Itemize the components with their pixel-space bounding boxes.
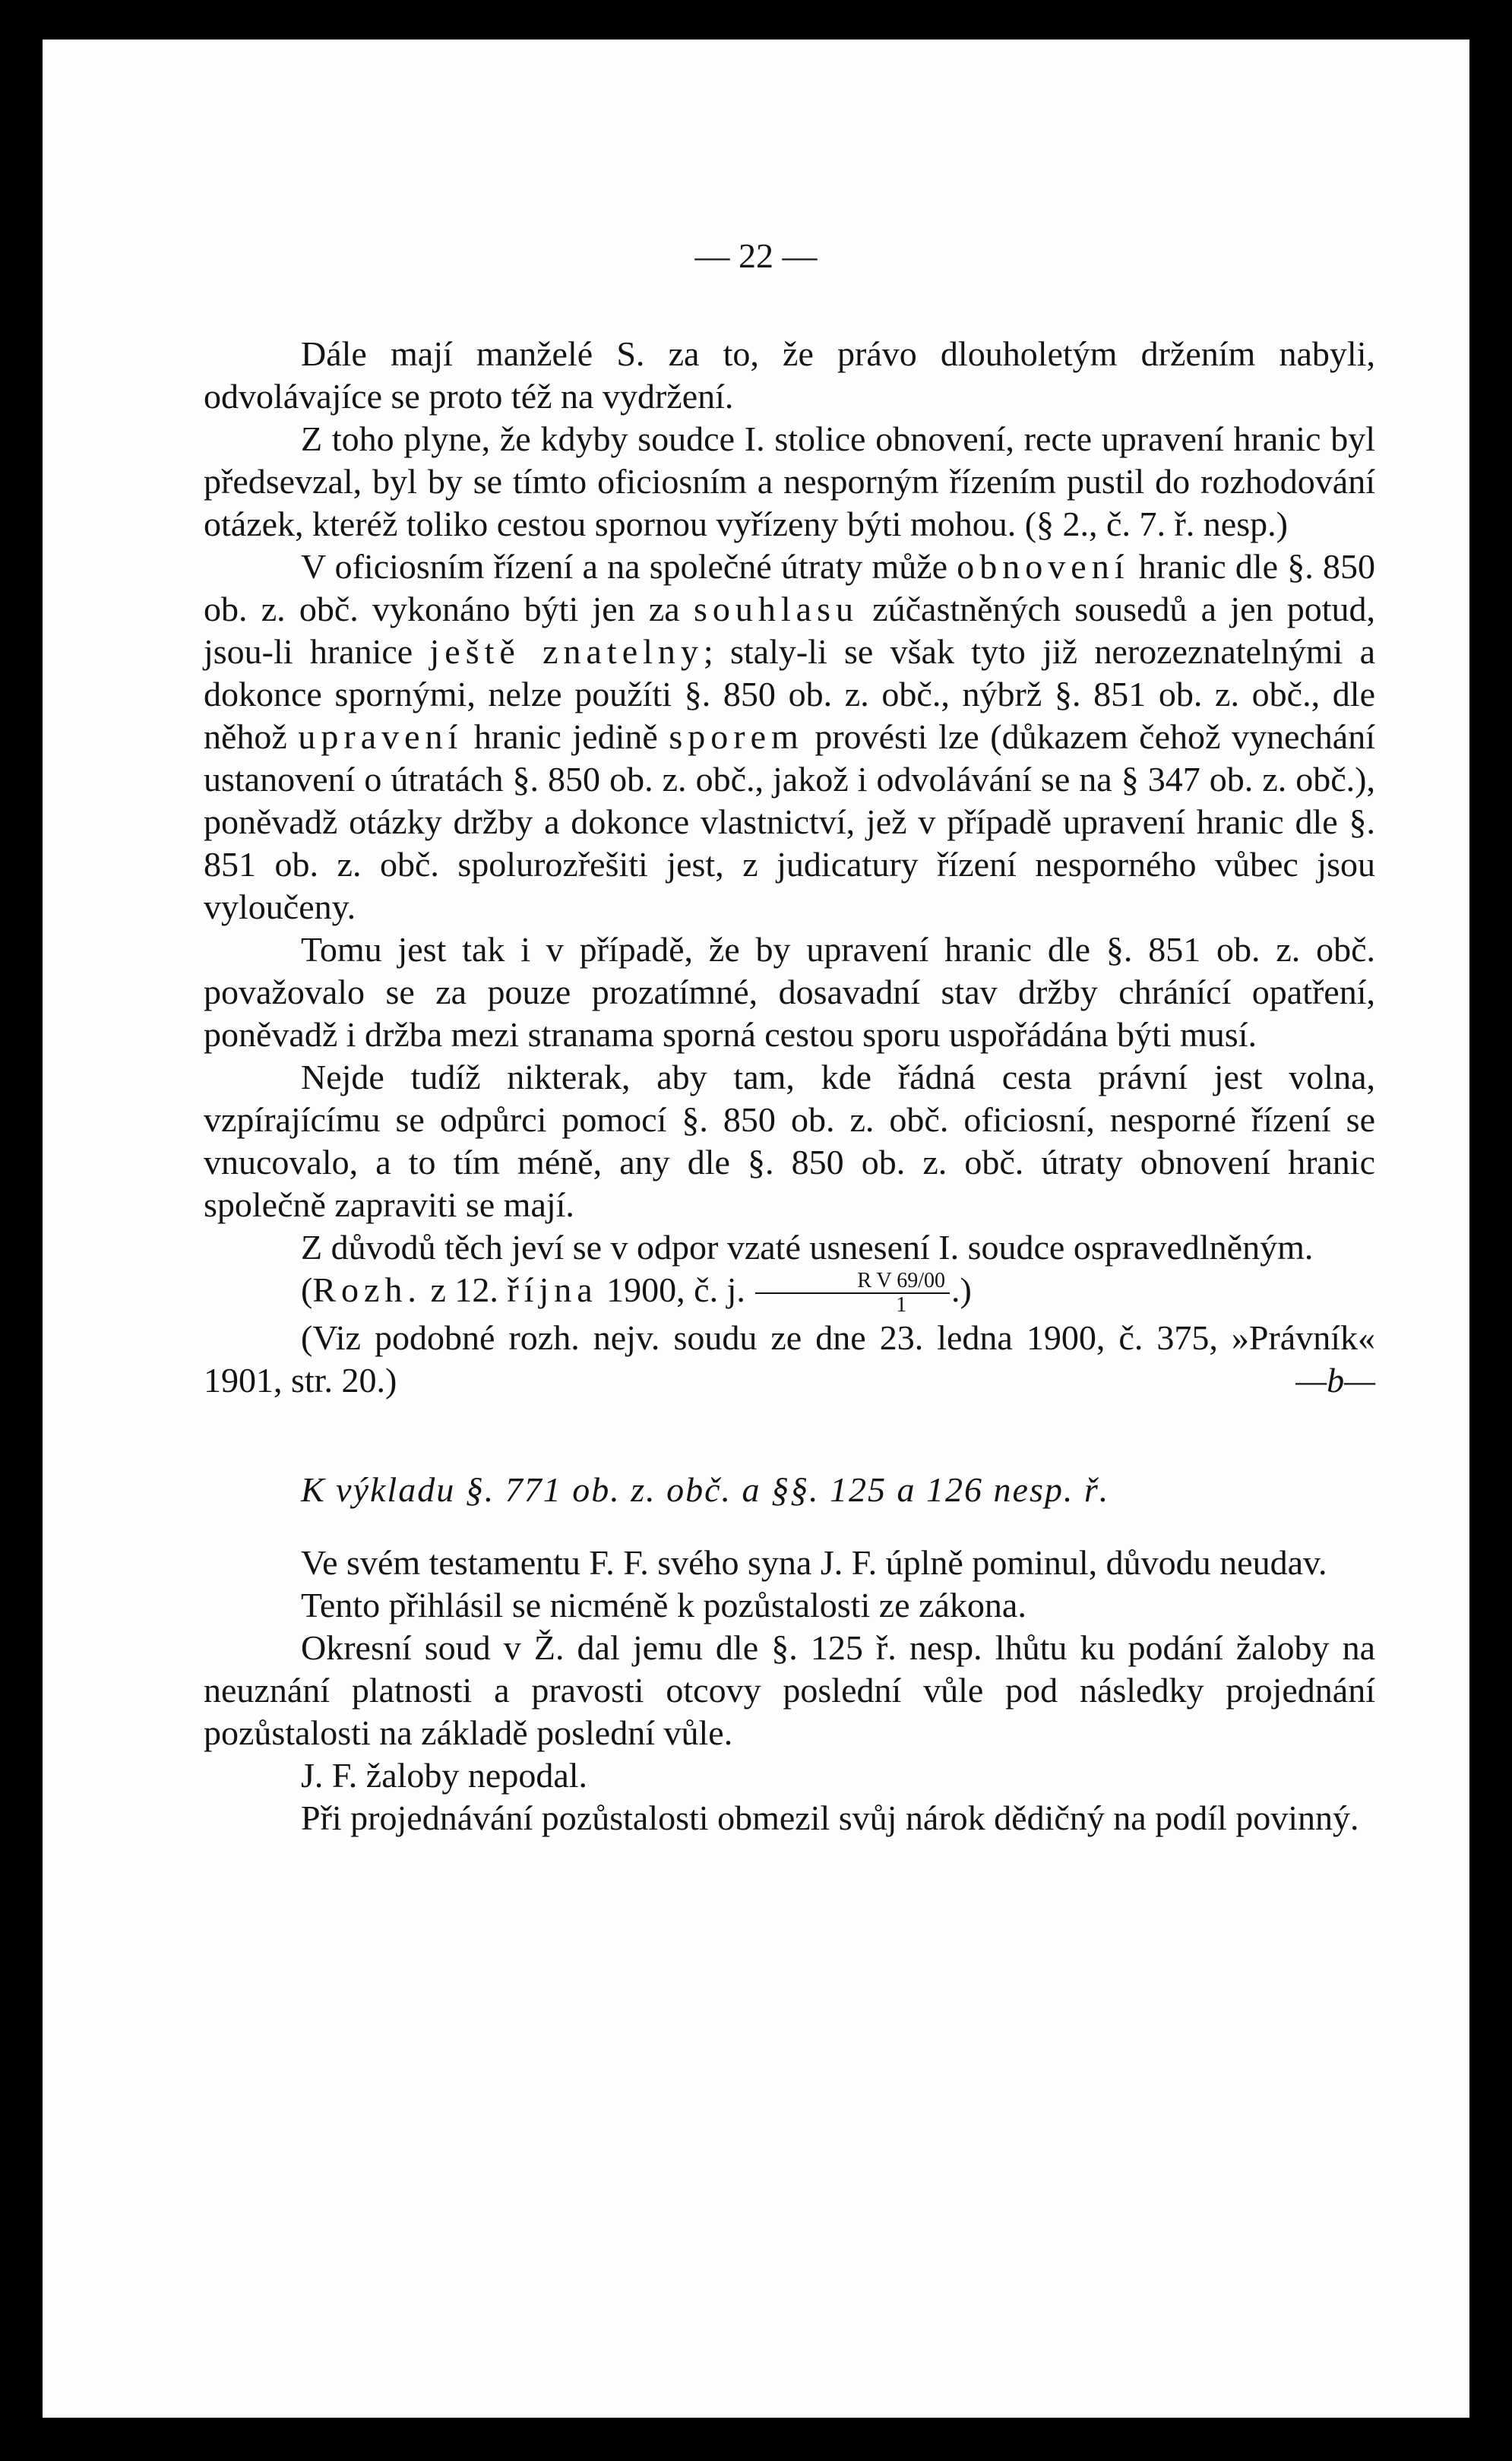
section2-paragraph-1: Ve svém testamentu F. F. svého syna J. F. úplně pominul, důvodu neudav. xyxy=(301,1543,1327,1583)
viz-note xyxy=(204,1317,1375,1402)
main-section xyxy=(204,333,1375,1839)
paragraph-3-text-d: ; staly-li se však tyto již nerozeznatelnými a dokonce spornými, nelze použíti §. 850 ob. z. obč., nýbrž §. 851 ob. z. obč., dle něhož xyxy=(204,632,1376,756)
ref-month: října xyxy=(507,1270,598,1309)
paragraph-2: Z toho plyne, že kdyby soudce I. stolice obnovení, recte upravení hranic byl předsevzal, byl by se tímto oficiosním a nesporným řízením pustil do rozhodování otázek, kteréž toliko cestou spornou vyřízeny býti mohou. (§ 2., č. 7. ř. nesp.) xyxy=(204,419,1375,543)
section2-paragraph-4: J. F. žaloby nepodal. xyxy=(301,1756,588,1795)
paragraph-3-text-c: zúčastněných sousedů a jen potud, jsou-li hranice xyxy=(204,590,1376,671)
paragraph-5: Nejde tudíž nikterak, aby tam, kde řádná cesta právní jest volna, vzpírajícímu se odpůrci pomocí §. 850 ob. z. obč. oficiosní, nesporné řízení se vnucovalo, a to tím méně, any dle §. 850 ob. z. obč. útraty obnovení hranic společně zapraviti se mají. xyxy=(204,1058,1375,1224)
case-number-fraction xyxy=(755,1270,950,1317)
fraction-numerator: R V 69/00 xyxy=(755,1270,950,1294)
spaced-word-jeste-znatelny: ještě znatelny xyxy=(429,632,704,671)
decision-reference xyxy=(204,1269,1375,1317)
page-number: — 22 — xyxy=(694,236,818,275)
paragraph-3-text-f: provésti lze (důkazem čehož vynechání ustanovení o útratách §. 850 ob. z. obč., jakož i odvolávání se na § 347 ob. z. obč.), poněvadž otázky držby a dokonce vlastnictví, jež v případě upravení hranic dle §. 851 ob. z. obč. spolurozřešiti jest, z judicatury řízení nesporného vůbec jsou vyloučeny. xyxy=(204,717,1375,926)
section-heading: K výkladu §. 771 ob. z. obč. a §§. 125 a 126 nesp. ř. xyxy=(301,1470,1110,1510)
ref-open: ( xyxy=(301,1270,313,1309)
spaced-word-sporem: sporem xyxy=(669,717,804,756)
paragraph-4: Tomu jest tak i v případě, že by upravení hranic dle §. 851 ob. z. obč. považovalo se za pouze prozatímné, dosavadní stav držby chránící opatření, poněvadž i držba mezi stranama sporná cestou sporu uspořádána býti musí. xyxy=(204,930,1375,1054)
viz-row xyxy=(204,1317,1375,1402)
spaced-word-souhlasu: souhlasu xyxy=(693,590,859,628)
section2-paragraph-5: Při projednávání pozůstalosti obmezil svůj nárok dědičný na podíl povinný. xyxy=(301,1798,1359,1838)
ref-date-day: z 12. xyxy=(421,1270,508,1309)
section2-paragraph-2: Tento přihlásil se nicméně k pozůstalosti ze zákona. xyxy=(301,1586,1026,1625)
paragraph-1: Dále mají manželé S. za to, že právo dlouholetým držením nabyli, odvolávajíce se proto též na vydržení. xyxy=(204,334,1375,416)
ref-year-number: 1900, č. j. xyxy=(597,1270,754,1309)
paragraph-3 xyxy=(204,546,1375,928)
book-page xyxy=(43,40,1469,2418)
fraction-denominator: 1 xyxy=(896,1293,907,1317)
ref-close: .) xyxy=(951,1270,972,1309)
section2-paragraph-3: Okresní soud v Ž. dal jemu dle §. 125 ř. nesp. lhůtu ku podání žaloby na neuznání platnosti a pravosti otcovy poslední vůle pod následky projednání pozůstalosti na základě poslední vůle. xyxy=(204,1628,1375,1753)
spaced-word-upraveni: upravení xyxy=(298,717,463,756)
signature: —b— xyxy=(1295,1361,1375,1400)
viz-text: (Viz podobné rozh. nejv. soudu ze dne 23. ledna 1900, č. 375, »Právník« 1901, str. 20.) xyxy=(204,1318,1375,1400)
paragraph-3-text-e: hranic jedině xyxy=(463,717,669,756)
spaced-word-obnoveni: obnovení xyxy=(957,547,1130,586)
ref-rozh: Rozh. xyxy=(312,1270,422,1309)
paragraph-6: Z důvodů těch jeví se v odpor vzaté usnesení I. soudce ospravedlněným. xyxy=(301,1228,1314,1267)
paragraph-3-text-a: V oficiosním řízení a na společné útraty může xyxy=(301,547,957,586)
paragraph-3-text-b: hranic dle §. 850 ob. z. obč. vykonáno býti jen za xyxy=(204,547,1375,628)
